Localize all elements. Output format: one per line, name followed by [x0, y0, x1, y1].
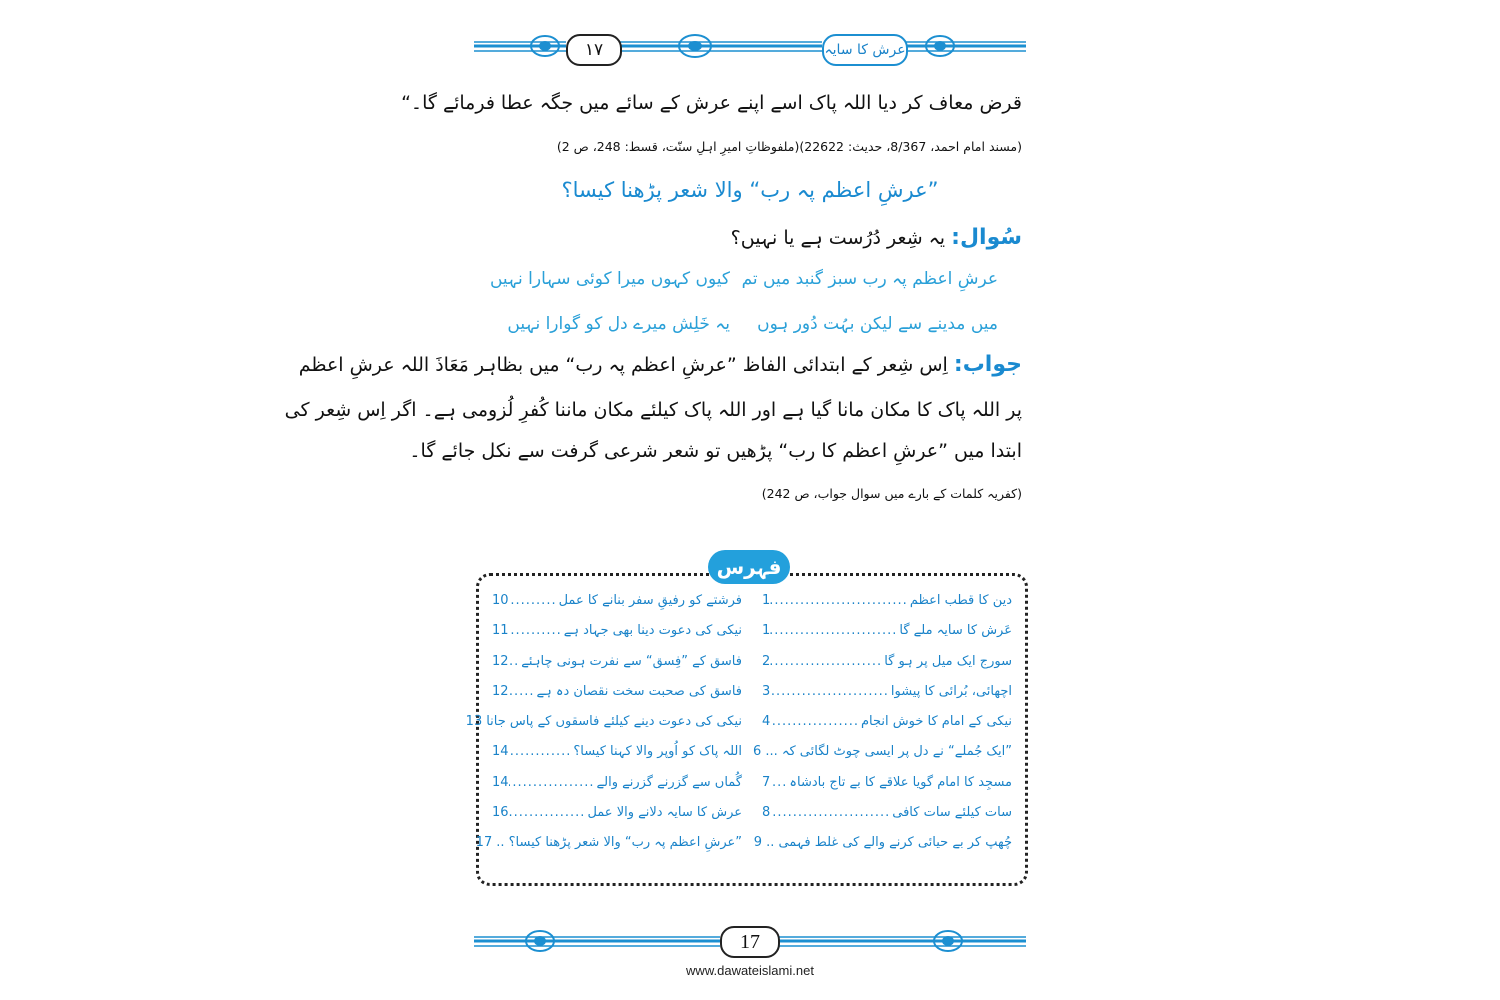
index-title: فہرس: [708, 550, 790, 584]
header-ornament: [470, 28, 1030, 76]
index-entry[interactable]: عَرش کا سایہ ملے گا ..... 1: [762, 623, 1012, 653]
index-entry[interactable]: دین کا قطب اعظم ..... 1: [762, 593, 1012, 623]
index-entry[interactable]: فاسق کے ”فِسق“ سے نفرت ہونی چاہئے ..... 12: [492, 654, 742, 684]
index-entry[interactable]: چُھپ کر بے حیائی کرنے والے کی غلط فہمی .. ..... 9: [762, 835, 1012, 865]
index-entry[interactable]: نیکی کی دعوت دینے کیلئے فاسقوں کے پاس جانا ..... 13: [492, 714, 742, 744]
index-right-column: [753, 593, 1012, 866]
index-entry[interactable]: ”عرشِ اعظم پہ رب“ والا شعر پڑھنا کیسا؟ .. ..... 17: [492, 835, 742, 865]
section-heading: ”عرشِ اعظم پہ رب“ والا شعر پڑھنا کیسا؟: [561, 178, 939, 202]
answer-line-1: [299, 352, 1022, 377]
index-entry[interactable]: سورج ایک میل پر ہو گا ..... 2: [762, 654, 1012, 684]
index-entry[interactable]: نیکی کی دعوت دینا بھی جہاد ہے ..... 11: [492, 623, 742, 653]
index-entry[interactable]: مسجِد کا امام گویا علاقے کا بے تاج بادشاہ ..... 7: [762, 775, 1012, 805]
body-line-1: قرض معاف کر دیا اللہ پاک اسے اپنے عرش کے سائے میں جگہ عطا فرمائے گا۔“: [401, 92, 1022, 114]
page-footer: [470, 924, 1030, 964]
footer-page-number: 17: [720, 926, 780, 958]
index-entry[interactable]: ”ایک جُملے“ نے دل پر ایسی چوٹ لگائی کہ ... ..... 6: [762, 744, 1012, 774]
citation-2: (کفریہ کلمات کے بارے میں سوال جواب، ص 242): [761, 486, 1022, 501]
answer-label: جواب:: [953, 352, 1022, 377]
question-text: یہ شِعر دُرُست ہے یا نہیں؟: [730, 227, 946, 249]
index-entry[interactable]: اچھائی، بُرائی کا پیشوا ..... 3: [762, 684, 1012, 714]
poem-line-1-left: کیوں کہوں میرا کوئی سہارا نہیں: [489, 269, 730, 289]
header-page-number: ١٧: [566, 34, 622, 66]
answer-text-1: اِس شِعر کے ابتدائی الفاظ ”عرشِ اعظم پہ رب“ میں بظاہر مَعَاذَ اللہ عرشِ اعظم: [298, 354, 948, 376]
poem-line-1-right: عرشِ اعظم پہ رب سبز گنبد میں تم: [741, 269, 998, 289]
citation-1: (مسند امام احمد، 8/367، حدیث: 22622)(ملفوظاتِ امیرِ اہلِ سنّت، قسط: 248، ص 2): [556, 139, 1022, 154]
question-label: سُوال:: [951, 225, 1022, 250]
index-entry[interactable]: نیکی کے امام کا خوش انجام ..... 4: [762, 714, 1012, 744]
index-entry[interactable]: اللہ پاک کو اُوپر والا کہنا کیسا؟ ..... 14: [492, 744, 742, 774]
question-line: [731, 225, 1022, 250]
book-page: [284, 28, 1030, 978]
page-header: [470, 28, 1030, 76]
poem-line-2-left: یہ خَلِش میرے دل کو گوارا نہیں: [507, 314, 730, 334]
index-entry[interactable]: عرش کا سایہ دلانے والا عمل ..... 16: [492, 805, 742, 835]
poem-line-2-right: میں مدینے سے لیکن بہُت دُور ہوں: [757, 314, 998, 334]
website-link[interactable]: www.dawateislami.net: [686, 963, 814, 978]
index-entry[interactable]: گُماں سے گزرنے گزرنے والے ..... 14: [492, 775, 742, 805]
answer-line-2: پر اللہ پاک کا مکان مانا گیا ہے اور اللہ پاک کیلئے مکان ماننا کُفرِ لُزومی ہے۔ اگر اِس شِعر کی: [284, 399, 1022, 421]
index-entry[interactable]: فرشتے کو رفیقِ سفر بنانے کا عمل ..... 10: [492, 593, 742, 623]
index-entry[interactable]: فاسق کی صحبت سخت نقصان دہ ہے ..... 12: [492, 684, 742, 714]
answer-line-3: ابتدا میں ”عرشِ اعظم کا رب“ پڑھیں تو شعر شرعی گرفت سے نکل جائے گا۔: [409, 440, 1022, 462]
index-left-column: [465, 593, 742, 866]
header-book-title: عرش کا سایہ: [822, 34, 908, 66]
index-entry[interactable]: سات کیلئے سات کافی ..... 8: [762, 805, 1012, 835]
